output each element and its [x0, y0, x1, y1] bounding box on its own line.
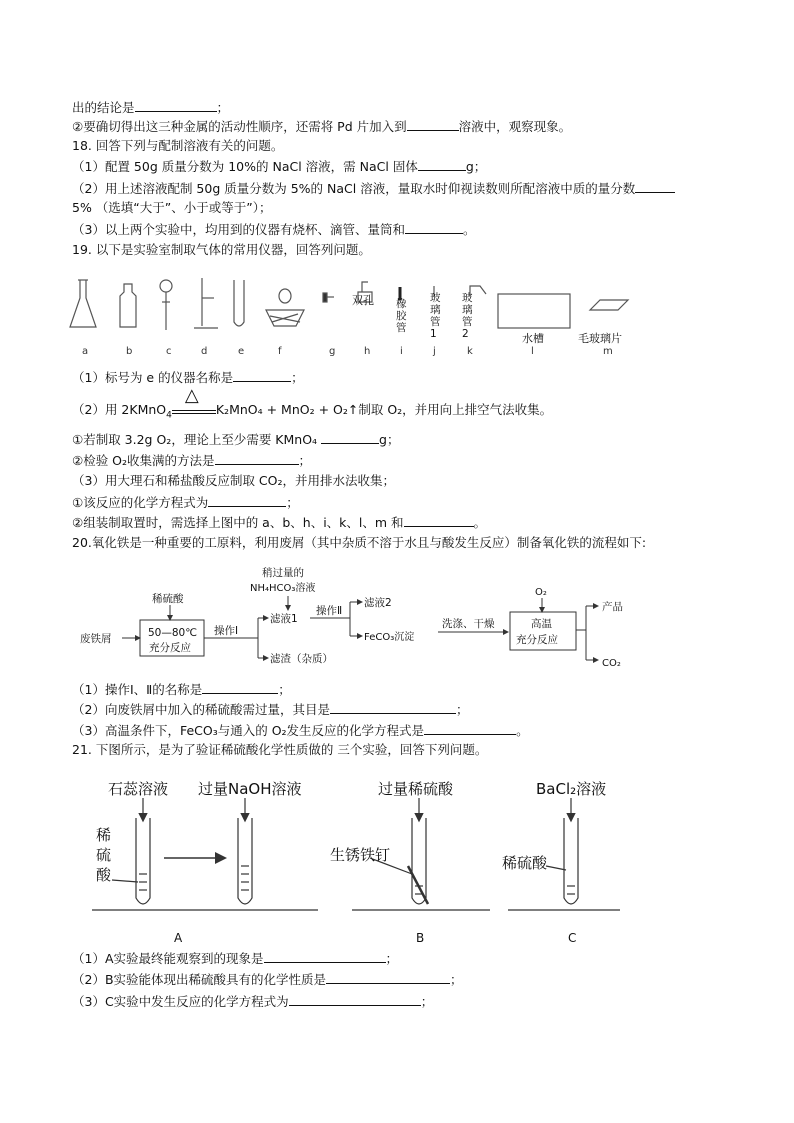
apparatus-name-m: 毛玻璃片 [578, 332, 622, 345]
q20-part2: （2）向废铁屑中加入的稀硫酸需过量，其目是 ； [72, 702, 469, 717]
q19-part2b: ②检验 O₂收集满的方法是 ； [72, 453, 312, 468]
experiment-figure [0, 770, 794, 948]
apparatus-name-j: 玻璃管1 [430, 292, 441, 340]
flow-scrap: 废铁屑 [80, 633, 112, 645]
answer-blank[interactable] [330, 701, 456, 714]
flow-co2: CO₂ [602, 658, 621, 669]
flow-filtrate2: 滤液2 [364, 597, 392, 609]
answer-blank[interactable] [424, 722, 516, 735]
apparatus-letter-a: a [82, 346, 89, 357]
water-trough-icon [498, 294, 570, 328]
fig-label-a: A [174, 931, 183, 945]
q19-part3b: ②组装制取置时，需选择上图中的 a、b、h、i、k、l、m 和 。 [72, 515, 487, 530]
answer-blank[interactable] [321, 431, 379, 444]
gas-bottle-icon [120, 284, 136, 327]
answer-blank[interactable] [404, 514, 474, 527]
apparatus-name-i: 橡胶管 [396, 298, 407, 334]
apparatus-letter-g: g [329, 346, 336, 357]
flow-acid: 稀硫酸 [152, 593, 184, 605]
q20-title: 20.氧化铁是一种重要的工原料，利用废屑（其中杂质不溶于水且与酸发生反应）制备氧化铁的流程如下: [72, 535, 647, 550]
answer-blank[interactable] [208, 494, 286, 507]
q18-part2: （2）用上述溶液配制 50g 质量分数为 5%的 NaCl 溶液，量取水时仰视读数则所配溶液中质的量分数 [72, 180, 675, 197]
apparatus-name-l: 水槽 [522, 332, 544, 345]
answer-blank[interactable] [135, 99, 217, 112]
apparatus-name-h: 双孔 [352, 294, 374, 307]
flow-product: 产品 [602, 601, 623, 613]
fig-nail: 生锈铁钉 [330, 846, 391, 864]
answer-blank[interactable] [407, 118, 459, 131]
fig-label-c: C [568, 931, 577, 945]
stopper-icon [323, 293, 334, 302]
q18-part1: （1）配置 50g 质量分数为 10%的 NaCl 溶液，需 NaCl 固体 g； [72, 159, 487, 174]
q17-line1: 出的结论是 ； [72, 100, 230, 115]
alcohol-lamp-icon [266, 289, 304, 326]
answer-blank[interactable] [418, 158, 466, 171]
test-tube-c-icon [546, 798, 578, 904]
q20-part3: （3）高温条件下，FeCO₃与通入的 O₂发生反应的化学方程式是 。 [72, 723, 529, 738]
fig-excess-acid: 过量稀硫酸 [378, 780, 454, 798]
apparatus-letter-b: b [126, 346, 133, 357]
q18-title: 18. 回答下列与配制溶液有关的问题。 [72, 138, 284, 153]
q19-part3: （3）用大理石和稀盐酸反应制取 CO₂，并用排水法收集； [72, 473, 396, 488]
apparatus-letter-f: f [278, 346, 282, 357]
q19-part2a: ①若制取 3.2g O₂，理论上至少需要 KMnO₄ g； [72, 432, 400, 447]
q19-part1: （1）标号为 e 的仪器名称是 ； [72, 370, 304, 385]
apparatus-letter-l: l [531, 346, 534, 357]
apparatus-letter-k: k [467, 346, 473, 357]
q21-title: 21. 下图所示，是为了验证稀硫酸化学性质做的 三个实验，回答下列问题。 [72, 742, 488, 757]
fig-acid-1: 稀 [96, 826, 112, 844]
iron-stand-icon [194, 278, 218, 328]
flow-react2: 充分反应 [516, 634, 558, 646]
apparatus-letter-e: e [238, 346, 245, 357]
glass-plate-icon [590, 300, 628, 310]
apparatus-letter-i: i [400, 346, 403, 357]
heat-arrow: △ [172, 404, 216, 414]
answer-blank[interactable] [405, 221, 463, 234]
apparatus-letter-c: c [166, 346, 172, 357]
funnel-icon [160, 280, 172, 330]
apparatus-letter-m: m [603, 346, 613, 357]
answer-blank[interactable] [326, 971, 450, 984]
q21-part3: （3）C实验中发生反应的化学方程式为 ； [72, 994, 434, 1009]
flow-residue: 滤渣（杂质） [270, 653, 333, 665]
flow-diagram [0, 560, 794, 680]
q21-part1: （1）A实验最终能观察到的现象是 ； [72, 951, 399, 966]
q19-title: 19. 以下是实验室制取气体的常用仪器，回答列问题。 [72, 242, 371, 257]
q18-part3: （3）以上两个实验中，均用到的仪器有烧杯、滴管、量筒和 。 [72, 222, 476, 237]
q20-part1: （1）操作Ⅰ、Ⅱ的名称是 ； [72, 682, 291, 697]
fig-acid-2: 硫 [96, 846, 112, 864]
test-tube-a2-icon [238, 798, 252, 904]
answer-blank[interactable] [264, 950, 386, 963]
apparatus-letter-j: j [433, 346, 436, 357]
fig-label-b: B [416, 931, 425, 945]
answer-blank[interactable] [202, 681, 278, 694]
fig-naoh: 过量NaOH溶液 [198, 780, 302, 798]
flow-op2: 操作Ⅱ [316, 605, 343, 617]
q17-line2: ②要确切得出这三种金属的活动性顺序，还需将 Pd 片加入到 溶液中，观察现象。 [72, 119, 572, 134]
flow-react1: 50—80℃ [148, 627, 198, 639]
flow-reagent1: 稍过量的 [262, 567, 304, 579]
answer-blank[interactable] [635, 180, 675, 193]
fig-acid-c: 稀硫酸 [502, 854, 548, 872]
flow-wash: 洗涤、干燥 [442, 618, 495, 630]
flow-high: 高温 [531, 618, 552, 630]
test-tube-icon [234, 280, 244, 326]
q21-part2: （2）B实验能体现出稀硫酸具有的化学性质是 ； [72, 972, 463, 987]
flow-o2: O₂ [535, 587, 547, 598]
flow-op1: 操作Ⅰ [214, 625, 239, 637]
answer-blank[interactable] [233, 369, 291, 382]
answer-blank[interactable] [289, 993, 421, 1006]
apparatus-letter-h: h [364, 346, 371, 357]
q19-part2: （2）用 2KMnO$_4$ △ K₂MnO₄ + MnO₂ + O₂↑制取 O₂，并用向上排空气法收集。 [72, 385, 553, 421]
flow-filtrate1: 滤液1 [270, 613, 298, 625]
apparatus-name-k: 玻璃管2 [462, 292, 473, 340]
fig-bacl2: BaCl₂溶液 [536, 780, 607, 798]
test-tube-a1-icon [136, 798, 150, 904]
fig-acid-3: 酸 [96, 866, 112, 884]
q19-part3a: ①该反应的化学方程式为 ； [72, 495, 299, 510]
q18-part2-cont: 5% （选填“大于”、小于或等于”）； [72, 200, 272, 215]
fig-litmus: 石蕊溶液 [108, 780, 169, 798]
conical-flask-icon [70, 280, 96, 327]
apparatus-letter-d: d [201, 346, 208, 357]
flow-feco3: FeCO₃沉淀 [364, 632, 415, 643]
answer-blank[interactable] [215, 452, 299, 465]
flow-react1b: 充分反应 [149, 642, 191, 654]
flow-reagent2: NH₄HCO₃溶液 [250, 583, 316, 594]
